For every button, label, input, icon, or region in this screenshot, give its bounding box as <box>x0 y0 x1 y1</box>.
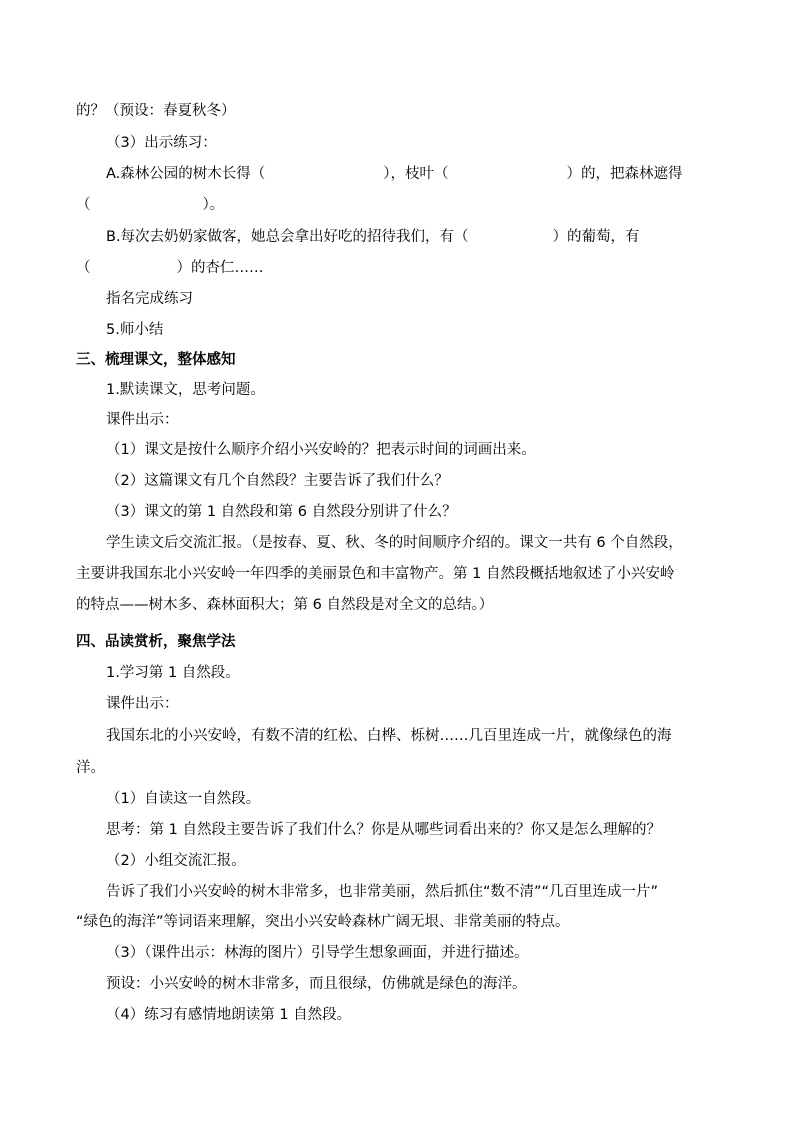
exercise-b-line <box>76 258 264 278</box>
text-segment: ）。 <box>202 197 225 213</box>
text-segment: B.每次去奶奶家做客，她总会拿出好吃的招待我们，有（ <box>106 229 469 245</box>
text-segment: ）的杏仁…… <box>176 260 264 276</box>
text-line: （3）出示练习： <box>106 135 217 151</box>
text-line: 的？（预设：春夏秋冬） <box>76 103 236 119</box>
exercise-a-line <box>76 195 224 215</box>
section-heading: 三、梳理课文，整体感知 <box>76 352 236 368</box>
text-line: （2）这篇课文有几个自然段？主要告诉了我们什么？ <box>106 473 449 489</box>
text-line: 指名完成练习 <box>106 291 193 307</box>
text-line: 1.学习第 1 自然段。 <box>106 665 240 681</box>
section-heading: 四、品读赏析，聚焦学法 <box>76 634 236 650</box>
text-segment: （ <box>76 197 91 213</box>
text-line: （4）练习有感情地朗读第 1 自然段。 <box>106 1007 352 1023</box>
text-line: （1）自读这一自然段。 <box>106 791 261 807</box>
text-line: 的特点——树木多、森林面积大；第 6 自然段是对全文的总结。） <box>76 597 494 613</box>
text-line: 我国东北的小兴安岭，有数不清的红松、白桦、栎树……几百里连成一片，就像绿色的海 <box>106 728 672 744</box>
text-line: 1.默读课文，思考问题。 <box>106 382 265 398</box>
text-line: “绿色的海洋”等词语来理解，突出小兴安岭森林广阔无垠、非常美丽的特点。 <box>76 914 570 930</box>
text-line: 预设：小兴安岭的树木非常多，而且很绿，仿佛就是绿色的海洋。 <box>106 976 527 992</box>
text-line: 课件出示： <box>106 696 179 712</box>
text-segment: A.森林公园的树木长得（ <box>106 166 266 182</box>
text-line: 告诉了我们小兴安岭的树木非常多，也非常美丽，然后抓住“数不清”“几百里连成一片” <box>106 884 659 900</box>
text-segment: （ <box>76 260 91 276</box>
text-line: （3）课文的第 1 自然段和第 6 自然段分别讲了什么？ <box>106 504 457 520</box>
text-line: 主要讲我国东北小兴安岭一年四季的美丽景色和丰富物产。第 1 自然段概括地叙述了小兴安岭 <box>76 566 675 582</box>
text-line: 学生读文后交流汇报。（是按春、夏、秋、冬的时间顺序介绍的。课文一共有 6 个自然段， <box>106 535 683 551</box>
text-line: 洋。 <box>76 760 105 776</box>
exercise-a-line <box>106 164 683 184</box>
text-segment: ）的葡萄，有 <box>552 229 640 245</box>
text-line: 思考：第 1 自然段主要告诉了我们什么？你是从哪些词看出来的？你又是怎么理解的？ <box>106 822 661 838</box>
text-segment: ），枝叶（ <box>383 166 449 182</box>
text-segment: ）的，把森林遮得 <box>566 166 683 182</box>
text-line: 课件出示： <box>106 412 179 428</box>
exercise-b-line <box>106 227 640 247</box>
text-line: （3）（课件出示：林海的图片）引导学生想象画面，并进行描述。 <box>106 945 529 961</box>
text-line: （1）课文是按什么顺序介绍小兴安岭的？把表示时间的词画出来。 <box>106 442 536 458</box>
text-line: （2）小组交流汇报。 <box>106 853 246 869</box>
text-line: 5.师小结 <box>106 322 164 338</box>
